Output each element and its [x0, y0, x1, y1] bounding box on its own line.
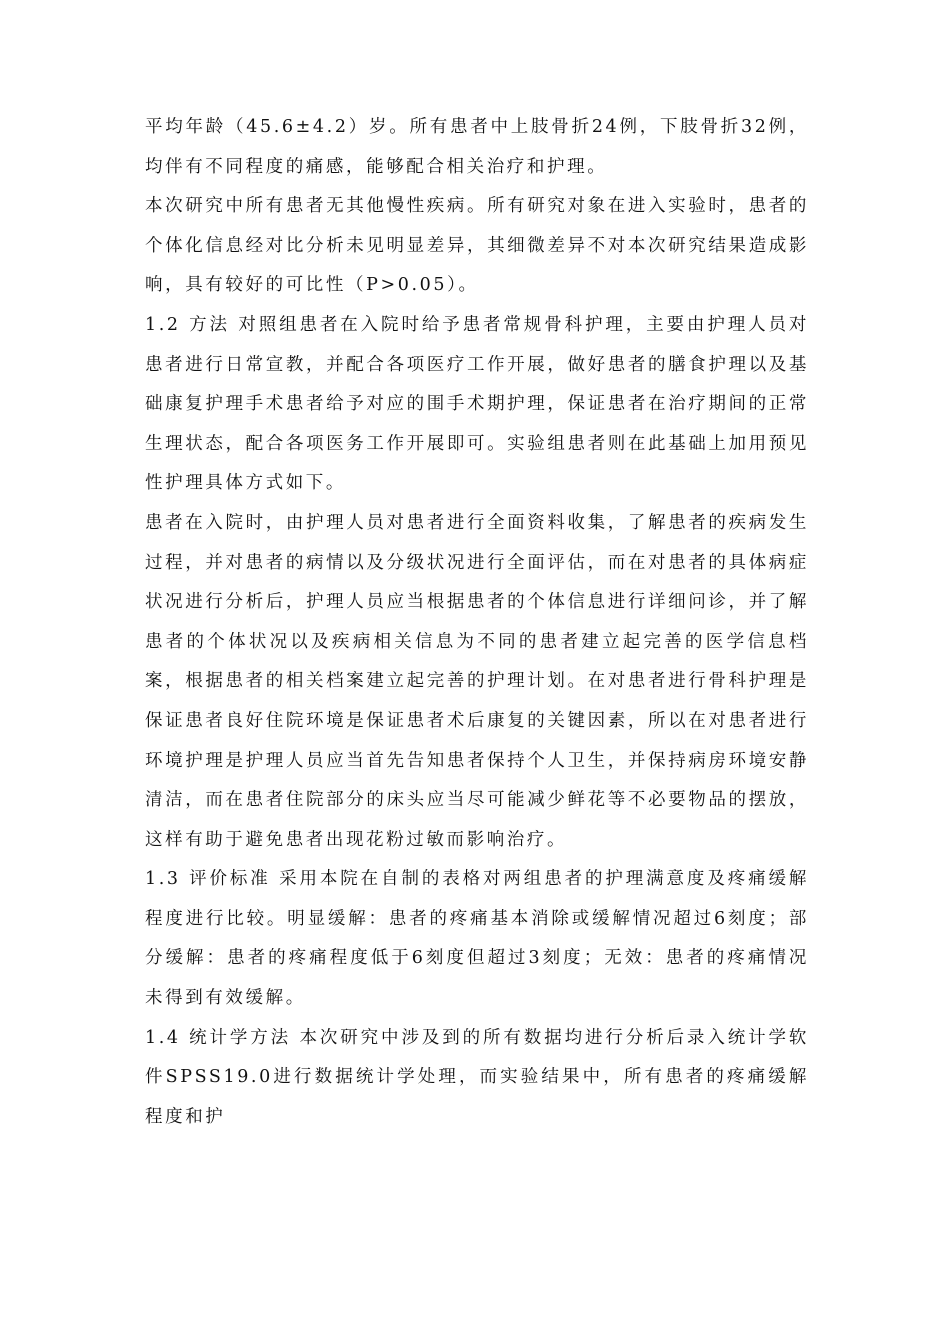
paragraph-statistics: 1.4 统计学方法 本次研究中涉及到的所有数据均进行分析后录入统计学软件SPSS19.0进行数据统计学处理，而实验结果中，所有患者的疼痛缓解程度和护 — [145, 1027, 809, 1127]
paragraph-evaluation-criteria: 1.3 评价标准 采用本院在自制的表格对两组患者的护理满意度及疼痛缓解程度进行比较。明显缓解：患者的疼痛基本消除或缓解情况超过6刻度；部分缓解：患者的疼痛程度低于6刻度但超过3刻度；无效：患者的疼痛情况未得到有效缓解。 — [145, 869, 809, 1009]
paragraph-comparability: 本次研究中所有患者无其他慢性疾病。所有研究对象在进入实验时，患者的个体化信息经对比分析未见明显差异，其细微差异不对本次研究结果造成影响，具有较好的可比性（P>0.05）。 — [145, 196, 809, 296]
paragraph-age-fracture: 平均年龄（45.6±4.2）岁。所有患者中上肢骨折24例，下肢骨折32例，均伴有不同程度的痛感，能够配合相关治疗和护理。 — [145, 117, 809, 177]
paragraph-methods: 1.2 方法 对照组患者在入院时给予患者常规骨科护理，主要由护理人员对患者进行日常宣教，并配合各项医疗工作开展，做好患者的膳食护理以及基础康复护理手术患者给予对应的围手术期护理，保证患者在治疗期间的正常生理状态，配合各项医务工作开展即可。实验组患者则在此基础上加用预见性护理具体方式如下。 — [145, 314, 809, 494]
document-body — [145, 108, 809, 1137]
paragraph-admission-nursing: 患者在入院时，由护理人员对患者进行全面资料收集，了解患者的疾病发生过程，并对患者的病情以及分级状况进行全面评估，而在对患者的具体病症状况进行分析后，护理人员应当根据患者的个体信息进行详细问诊，并了解患者的个体状况以及疾病相关信息为不同的患者建立起完善的医学信息档案，根据患者的相关档案建立起完善的护理计划。在对患者进行骨科护理是保证患者良好住院环境是保证患者术后康复的关键因素，所以在对患者进行环境护理是护理人员应当首先告知患者保持个人卫生，并保持病房环境安静清洁，而在患者住院部分的床头应当尽可能减少鲜花等不必要物品的摆放，这样有助于避免患者出现花粉过敏而影响治疗。 — [145, 512, 809, 850]
